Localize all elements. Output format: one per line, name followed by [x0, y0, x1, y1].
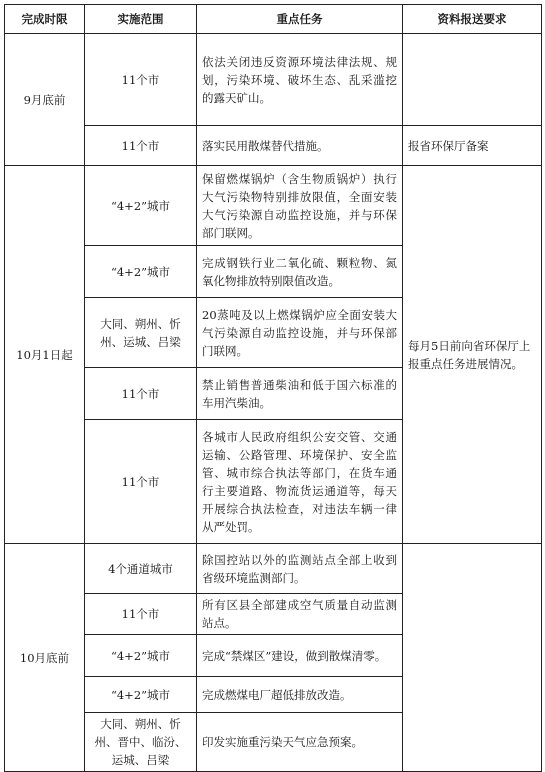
- header-scope: 实施范围: [85, 5, 197, 34]
- task-cell: 除国控站以外的监测站点全部上收到省级环境监测部门。: [197, 544, 403, 594]
- deadline-cell: 10月1日起: [5, 166, 85, 544]
- scope-cell: 大同、朔州、忻州、晋中、临汾、运城、吕梁: [85, 713, 197, 772]
- scope-cell: 11个市: [85, 594, 197, 635]
- header-deadline: 完成时限: [5, 5, 85, 34]
- task-cell: 落实民用散煤替代措施。: [197, 126, 403, 166]
- table-row: [5, 126, 542, 166]
- task-schedule-table: [4, 4, 542, 772]
- task-cell: 完成燃煤电厂超低排放改造。: [197, 677, 403, 713]
- header-requirement: 资料报送要求: [403, 5, 542, 34]
- task-cell: 完成钢铁行业二氧化硫、颗粒物、氮氧化物排放特别限值改造。: [197, 246, 403, 298]
- task-cell: 印发实施重污染天气应急预案。: [197, 713, 403, 772]
- task-cell: 所有区县全部建成空气质量自动监测站点。: [197, 594, 403, 635]
- task-cell: 各城市人民政府组织公安交管、交通运输、公路管理、环境保护、安全监管、城市综合执法等部门，在货车通行主要道路、物流货运通道等，每天开展综合执法检查，对违法车辆一律从严处罚。: [197, 420, 403, 544]
- table-row: [5, 34, 542, 126]
- header-row: [5, 5, 542, 34]
- scope-cell: “4+2”城市: [85, 246, 197, 298]
- scope-cell: 11个市: [85, 368, 197, 420]
- scope-cell: 大同、朔州、忻州、运城、吕梁: [85, 298, 197, 368]
- task-cell: 依法关闭违反资源环境法律法规、规划，污染环境、破坏生态、乱采滥挖的露天矿山。: [197, 34, 403, 126]
- scope-cell: 11个市: [85, 126, 197, 166]
- scope-cell: 11个市: [85, 34, 197, 126]
- scope-cell: 4个通道城市: [85, 544, 197, 594]
- header-task: 重点任务: [197, 5, 403, 34]
- scope-cell: 11个市: [85, 420, 197, 544]
- deadline-cell: 9月底前: [5, 34, 85, 166]
- task-cell: 保留燃煤锅炉（含生物质锅炉）执行大气污染物特别排放限值，全面安装大气污染源自动监控设施，并与环保部门联网。: [197, 166, 403, 246]
- requirement-cell: 每月5日前向省环保厅上报重点任务进展情况。: [403, 166, 542, 544]
- table-row: [5, 166, 542, 246]
- requirement-cell: [403, 34, 542, 126]
- deadline-cell: 10月底前: [5, 544, 85, 772]
- task-cell: 禁止销售普通柴油和低于国六标准的车用汽柴油。: [197, 368, 403, 420]
- task-cell: 完成“禁煤区”建设，做到散煤清零。: [197, 635, 403, 677]
- scope-cell: “4+2”城市: [85, 677, 197, 713]
- scope-cell: “4+2”城市: [85, 635, 197, 677]
- table-row: [5, 544, 542, 594]
- requirement-cell: 报省环保厅备案: [403, 126, 542, 166]
- scope-cell: “4+2”城市: [85, 166, 197, 246]
- requirement-cell: [403, 544, 542, 772]
- task-cell: 20蒸吨及以上燃煤锅炉应全面安装大气污染源自动监控设施，并与环保部门联网。: [197, 298, 403, 368]
